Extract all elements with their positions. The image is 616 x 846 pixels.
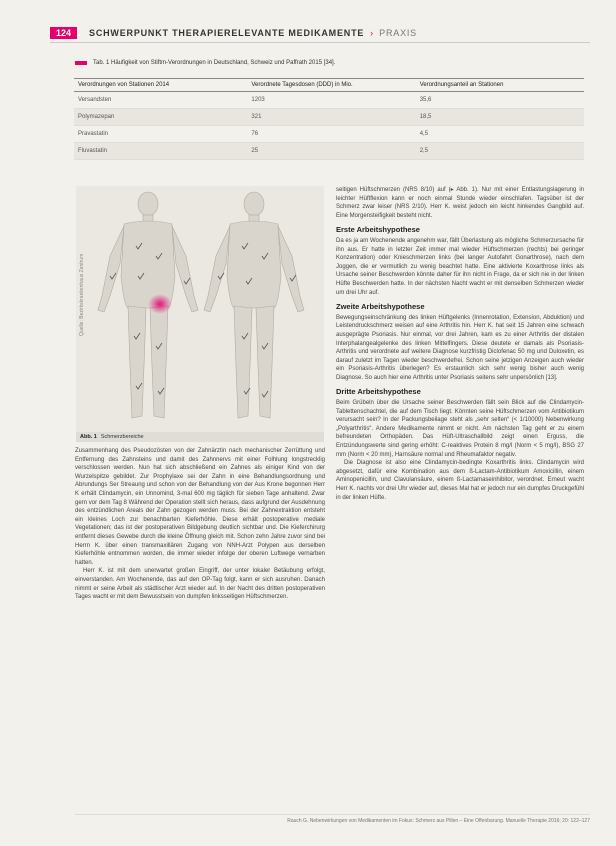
footer-citation: Rauch G. Nebenwirkungen von Medikamenten im Fokus: Schmerz aus Pillen – Eine Offenbarung. Manuelle Therapie 2016; 20: 122–127 bbox=[287, 818, 590, 824]
table-row bbox=[74, 92, 584, 109]
figure-caption bbox=[76, 432, 324, 442]
body-chart-illustration bbox=[76, 186, 324, 438]
table-header-row bbox=[74, 79, 584, 92]
header-separator: › bbox=[370, 28, 374, 38]
left-text-column bbox=[75, 447, 325, 602]
body-paragraph: Herr K. ist mit dem unerwartet großen Eingriff, der unter lokaler Betäubung erfolgt, einverstanden. Am Wochenende, das auf den OP-Tag folgt, kann er sich ausruhen. Danach nimmt er seine Arbeit als städtischer Arzt wieder auf. In der Nacht des dritten postoperativen Tages wacht er mit dem Bewusstsein von dumpfen linksseitigen Hüftschmerzen. bbox=[75, 568, 325, 601]
figure-caption-label: Abb. 1 bbox=[80, 434, 97, 440]
figure-caption-text: Schmerzbereiche bbox=[100, 434, 144, 440]
table-cell: Pravastatin bbox=[74, 126, 247, 143]
body-paragraph: Die Diagnose ist also eine Clindamycin-bedingte Koxarthritis links. Clindamycin wird abgesetzt, dafür eine Kombination aus dem ß-Lactam-Antibiotikum Amoxicillin, einem Aminopenicillin, und Clavulansäure, einem ß-Lactamaseinhibitor, verordnet. Erneut wacht Herr K. nachts vor drei Uhr wieder auf, dieses Mal hat er jedoch nur ein dumpfes Druckgefühl in der linken Hüfte. bbox=[336, 460, 584, 501]
subsection-title: PRAXIS bbox=[379, 28, 417, 38]
table-row bbox=[74, 109, 584, 126]
table-cell: 4,5 bbox=[416, 126, 584, 143]
footer-rule bbox=[75, 814, 590, 815]
column-header: Verordnete Tagesdosen (DDD) in Mio. bbox=[247, 79, 415, 92]
table-row bbox=[74, 126, 584, 143]
table-cell: 1203 bbox=[247, 92, 415, 109]
front-body-outline bbox=[98, 192, 198, 418]
table-cell: Polymazepan bbox=[74, 109, 247, 126]
section-heading: Dritte Arbeitshypothese bbox=[336, 387, 421, 397]
table-cell: 321 bbox=[247, 109, 415, 126]
body-paragraph: Beim Grübeln über die Ursache seiner Beschwerden fällt sein Blick auf die Clindamycin-Tablettenschachtel, die auf dem Tisch liegt. Könnten seine Hüftschmerzen vom Antibiotikum verursacht sein? In der Packungsbeilage steht als „sehr selten“ (< 1/10000) Nebenwirkung „Polyarthritis“. Andere Medikamente nimmt er nicht. Am nächsten Tag geht er zu einem befreundeten Orthopäden. Das Hüft-Ultraschallbild zeigt einen Erguss, die Entzündungswerte sind gering erhöht: C-reaktives Protein 8 mg/l (Norm < 5 mg/l), BSG 27 mm (Norm < 20 mm), Harnsäure normal und Rheumafaktor negativ. bbox=[336, 400, 584, 458]
table-cell: 35,6 bbox=[416, 92, 584, 109]
body-paragraph: Zusammenhang des Pseudozösten von der Zahnärztin nach mechanischer Zerrüttung und Entfernung des Zahnsteins und damit des Zahnnervs mit einer Folhlung longstrecklig verschlossen werden. Nun hat sich abschließend ein Zahnes als einiger Kind von der Wurzelspitze gebildet. Zur Prophylaxe sei der Zahn in eine Behandlungsordnung und Abrundungs Ser Streaung und schon von der Behandlung von der Aus Krone begonnen Herr K erhält Clindamycin, ein Unnomind, 3-mal 600 mg täglich für sieben Tage anhaltend. Zwar gern vor dem Tag 8 Während der Operation stellt sich heraus, dass aufgrund der Ausdehnung des entzündlichen Areals der Zahn gezogen werden muss. Bei der Zahnextraktion entsteht ein kleines Loch zur benachbarten Kieferhöhle. Diese erhält postoperative mediale Vegetationen; das ist der postoperativen Bildgebung deutlich sichtbar und. Die Kieferchirurg entfernt dieses Gewebe durch die kleine Öffnung gleich mit. Schon zehn Jahre zuvor sind bei Herrn K. über einen transmaxillären Zugang von NNH-Arzt Polypen aus derselben Kieferhöhle entnommen worden, die immer wieder infolge der oberen Luftwege vernarben hatten. bbox=[75, 448, 325, 566]
body-chart-figure bbox=[76, 186, 324, 438]
statin-table bbox=[74, 78, 584, 160]
table-cell: 76 bbox=[247, 126, 415, 143]
figure-credit: Quelle: Bezirkskrankenhaus Zentrum bbox=[79, 253, 85, 336]
caption-marker bbox=[75, 61, 87, 65]
header-rule bbox=[50, 42, 590, 43]
table-cell: Versandsten bbox=[74, 92, 247, 109]
pain-region-front-hip bbox=[148, 294, 172, 314]
table-cell: 25 bbox=[247, 143, 415, 160]
table-cell: 2,5 bbox=[416, 143, 584, 160]
body-paragraph: Bewegungseinschränkung des linken Hüftgelenks (Innenrotation, Extension, Abduktion) und Leistendruckschmerz weisen auf eine Arthritis hin. Herr K. hat seit 15 Jahren eine schwach ausgeprägte Psoriasis. Nur einmal, vor drei Jahren, kam es zu einer Arthritis der distalen Interphalangealgelenke des linken Mittelfingers. Diese deutete er damals als Psoriasis-Arthritis und verordnete auf weitere Diagnose kurzfristig Diclofenac 50 mg und Duloxetin, es darauf zuletzt im Tagen wieder beschwerdefrei. Schon seine jetzigen Anzeigen auch wieder ein Psoriasis-Arthritis überlegen? Es erstaunlich sich sehr wenig bisher auch wenig Diagnose. So auch hier eine Arthritis unter Psoriasis seitens sehr unpersönlich [13]. bbox=[336, 314, 584, 381]
table-row bbox=[74, 143, 584, 160]
body-paragraph: seitigen Hüftschmerzen (NRS 8/10) auf (▸ Abb. 1). Nur mit einer Entlastungslagerung in leichter Hüftflexion kann er noch einmal Stunde wieder einschlafen. Tagsüber ist der Schmerz zwar leiser (NRS 2/10). Herr K. weist jedoch ein leicht hinkendes Gangbild auf. Eine Morgensteifigkeit besteht nicht. bbox=[336, 187, 584, 219]
page-header bbox=[50, 26, 590, 40]
body-paragraph: Da es ja am Wochenende angenehm war, fällt Überlastung als mögliche Schmerzursache für ihn aus. Er hatte in letzter Zeit immer mal wieder Hüftschmerzen (rechts) bei geringer Konzentration) oder Knieschmerzen links (bei langer Autofahrt Gonarthrose), nach dem Joggen, die er vermutlich zu wenig beachtet hatte. Eine aktivierte Koxarthrose links als Ursache seiner Beschwerden könnte daher für ihn nicht in Frage, da er sich nie in der linken Hüfte Beschwerden hatte. In der nächsten Nacht wacht er mit denselben Schmerzen wieder um drei Uhr auf. bbox=[336, 237, 584, 296]
section-heading: Erste Arbeitshypothese bbox=[336, 225, 420, 235]
section-heading: Zweite Arbeitshypothese bbox=[336, 302, 425, 312]
table-cell: 18,5 bbox=[416, 109, 584, 126]
column-header: Verordnungsanteil an Stationen bbox=[416, 79, 584, 92]
table-caption bbox=[75, 60, 335, 66]
right-text-column bbox=[336, 186, 584, 502]
table-cell: Fluvastatin bbox=[74, 143, 247, 160]
column-header: Verordnungen von Stationen 2014 bbox=[74, 79, 247, 92]
page-number: 124 bbox=[50, 27, 77, 39]
back-body-outline bbox=[204, 192, 304, 418]
table-caption-text: Tab. 1 Häufigkeit von Stiftm-Verordnungen in Deutschland, Schweiz und Paffrath 2015 [34]. bbox=[93, 60, 336, 66]
section-title: SCHWERPUNKT THERAPIERELEVANTE MEDIKAMENTE bbox=[89, 28, 365, 38]
